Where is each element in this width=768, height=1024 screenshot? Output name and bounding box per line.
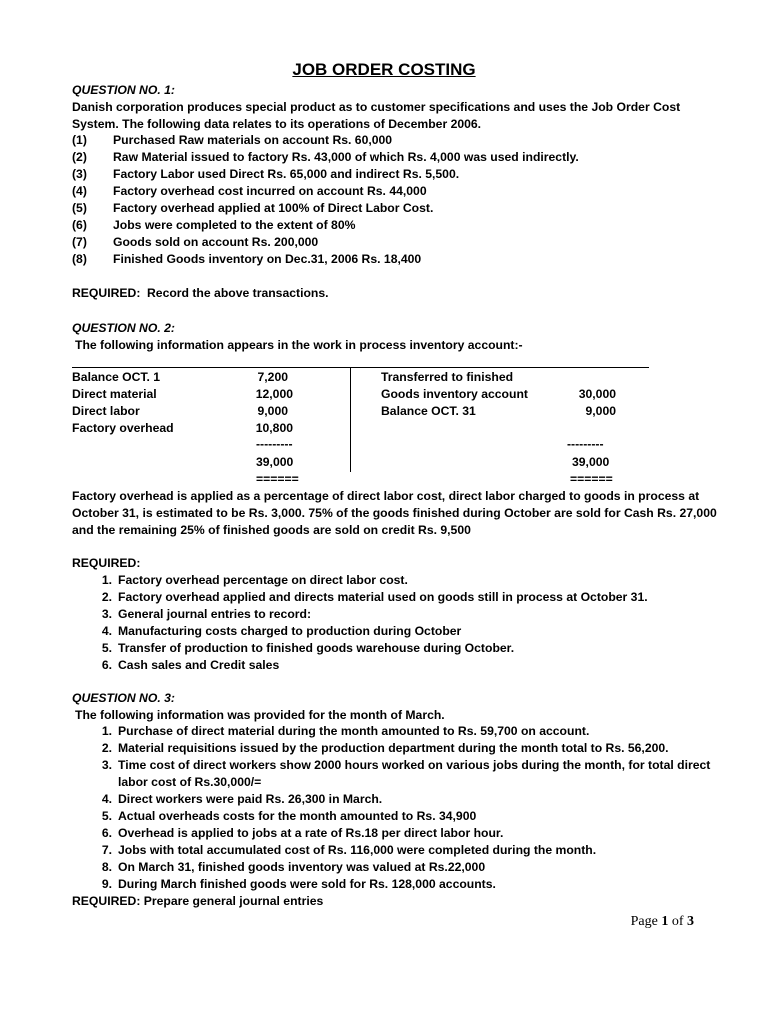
q2-intro: The following information appears in the work in process inventory account:-	[75, 338, 523, 352]
q3-item-number: 2.	[101, 741, 112, 755]
footer-current-page: 1	[661, 914, 669, 929]
q1-item-text: Jobs were completed to the extent of 80%	[113, 218, 356, 232]
q1-item-num: (8)	[72, 252, 87, 266]
q1-item-num: (2)	[72, 150, 87, 164]
q3-item-text: Material requisitions issued by the production department during the month total to Rs. 56,200.	[118, 741, 669, 755]
q2-item-number: 5.	[101, 641, 112, 655]
q1-item-num: (1)	[72, 133, 87, 147]
q3-item-text: Jobs with total accumulated cost of Rs. 116,000 were completed during the month.	[118, 843, 597, 857]
q2-item-number: 6.	[101, 658, 112, 672]
wip-left-dashes: ---------	[256, 437, 293, 451]
q3-item-text: During March finished goods were sold for Rs. 128,000 accounts.	[118, 877, 496, 891]
q1-item-text: Factory overhead cost incurred on account Rs. 44,000	[113, 184, 427, 198]
t-account-divider	[350, 368, 351, 472]
footer-total-pages: 3	[687, 914, 694, 929]
q2-item-text: General journal entries to record:	[118, 607, 312, 621]
q3-item-number: 5.	[101, 809, 112, 823]
q1-item-text: Raw Material issued to factory Rs. 43,000 of which Rs. 4,000 was used indirectly.	[113, 150, 579, 164]
q2-item-text: Transfer of production to finished goods warehouse during October.	[118, 641, 515, 655]
wip-left-label: Direct material	[72, 387, 157, 401]
q1-item-num: (4)	[72, 184, 87, 198]
q3-item-number: 3.	[101, 758, 112, 772]
q2-required-label: REQUIRED:	[72, 556, 141, 570]
page-footer	[631, 914, 694, 930]
q1-item-text: Finished Goods inventory on Dec.31, 2006 Rs. 18,400	[113, 252, 422, 266]
q2-item-number: 4.	[101, 624, 112, 638]
wip-right-double-rule: ======	[570, 472, 613, 486]
q2-paragraph-line3: and the remaining 25% of finished goods are sold on credit Rs. 9,500	[72, 523, 471, 537]
q1-item-num: (5)	[72, 201, 87, 215]
wip-left-label: Factory overhead	[72, 421, 174, 435]
wip-left-total: 39,000	[256, 455, 294, 469]
q2-item-number: 2.	[101, 590, 112, 604]
q3-item-text: Purchase of direct material during the month amounted to Rs. 59,700 on account.	[118, 724, 590, 738]
q3-item-number: 7.	[101, 843, 112, 857]
q2-item-text: Cash sales and Credit sales	[118, 658, 280, 672]
footer-of-label: of	[671, 914, 684, 929]
q3-item-text: Direct workers were paid Rs. 26,300 in March.	[118, 792, 383, 806]
wip-left-label: Direct labor	[72, 404, 140, 418]
q2-item-text: Factory overhead percentage on direct labor cost.	[118, 573, 408, 587]
q2-heading: QUESTION NO. 2:	[72, 321, 175, 335]
q1-item-num: (7)	[72, 235, 87, 249]
t-account-top-rule	[72, 367, 649, 368]
q1-item-text: Factory Labor used Direct Rs. 65,000 and indirect Rs. 5,500.	[113, 167, 460, 181]
q3-item-text: Time cost of direct workers show 2000 hours worked on various jobs during the month, for total direct	[118, 758, 711, 772]
q1-required-label: REQUIRED:	[72, 286, 141, 300]
q2-item-text: Manufacturing costs charged to production during October	[118, 624, 462, 638]
q3-item-text: On March 31, finished goods inventory was valued at Rs.22,000	[118, 860, 486, 874]
wip-right-value: 9,000	[585, 404, 616, 418]
q1-item-num: (3)	[72, 167, 87, 181]
wip-right-label: Goods inventory account	[381, 387, 528, 401]
q3-intro: The following information was provided for the month of March.	[75, 708, 445, 722]
wip-right-total: 39,000	[572, 455, 610, 469]
wip-left-value: 9,000	[257, 404, 288, 418]
q3-item-text: Overhead is applied to jobs at a rate of Rs.18 per direct labor hour.	[118, 826, 504, 840]
wip-right-dashes: ---------	[567, 437, 604, 451]
footer-page-label: Page	[630, 914, 658, 929]
q3-heading: QUESTION NO. 3:	[72, 691, 175, 705]
wip-left-value: 12,000	[255, 387, 293, 401]
q3-item-number: 1.	[101, 724, 112, 738]
q1-heading: QUESTION NO. 1:	[72, 83, 175, 97]
q1-item-text: Purchased Raw materials on account Rs. 60,000	[113, 133, 393, 147]
wip-left-label: Balance OCT. 1	[72, 370, 161, 384]
page-title: JOB ORDER COSTING	[292, 60, 476, 79]
q2-item-number: 3.	[101, 607, 112, 621]
q1-item-num: (6)	[72, 218, 87, 232]
q3-item-number: 6.	[101, 826, 112, 840]
wip-left-double-rule: ======	[256, 472, 299, 486]
q1-item-text: Goods sold on account Rs. 200,000	[113, 235, 319, 249]
q1-intro-line2: System. The following data relates to its operations of December 2006.	[72, 117, 482, 131]
q2-item-number: 1.	[101, 573, 112, 587]
q1-required-text: Record the above transactions.	[147, 286, 329, 300]
wip-right-value: 30,000	[578, 387, 616, 401]
wip-left-value: 7,200	[257, 370, 288, 384]
q3-item-number: 4.	[101, 792, 112, 806]
wip-left-value: 10,800	[255, 421, 293, 435]
q3-item-number: 9.	[101, 877, 112, 891]
q1-item-text: Factory overhead applied at 100% of Direct Labor Cost.	[113, 201, 434, 215]
q3-item-number: 8.	[101, 860, 112, 874]
q3-required: REQUIRED: Prepare general journal entries	[72, 894, 324, 908]
wip-right-label: Transferred to finished	[381, 370, 514, 384]
q2-item-text: Factory overhead applied and directs material used on goods still in process at October 31.	[118, 590, 648, 604]
q3-item-text: Actual overheads costs for the month amounted to Rs. 34,900	[118, 809, 477, 823]
q3-item-text-continued: labor cost of Rs.30,000/=	[118, 775, 262, 789]
q1-intro-line1: Danish corporation produces special product as to customer specifications and uses the Job Order Cost	[72, 100, 681, 114]
wip-right-label: Balance OCT. 31	[381, 404, 476, 418]
q2-paragraph-line1: Factory overhead is applied as a percentage of direct labor cost, direct labor charged to goods in process at	[72, 489, 700, 503]
q2-paragraph-line2: October 31, is estimated to be Rs. 3,000. 75% of the goods finished during October are sold for Cash Rs. 27,000	[72, 506, 717, 520]
